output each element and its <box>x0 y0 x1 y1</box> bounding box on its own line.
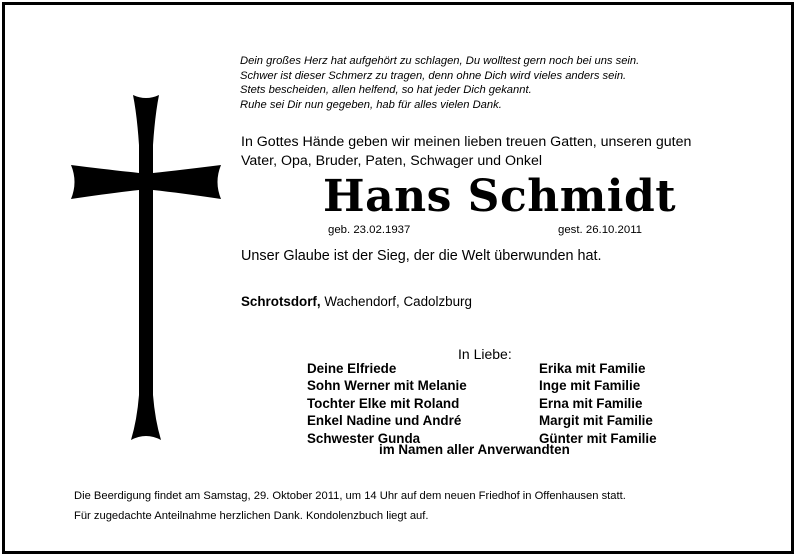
mourners-heading: In Liebe: <box>458 346 512 362</box>
funeral-info <box>74 487 626 526</box>
faith-motto: Unser Glaube ist der Sieg, der die Welt überwunden hat. <box>241 248 602 264</box>
footer-line: Die Beerdigung findet am Samstag, 29. Oktober 2011, um 14 Uhr auf dem neuen Friedhof in Offenhausen statt. <box>74 490 626 502</box>
poem-line: Stets bescheiden, allen helfend, so hat jeder Dich gekannt. <box>240 84 532 97</box>
poem-line: Ruhe sei Dir nun gegeben, hab für alles vielen Dank. <box>240 98 502 111</box>
intro-line: Vater, Opa, Bruder, Paten, Schwager und Onkel <box>241 153 543 169</box>
obituary-notice <box>2 2 794 554</box>
death-date: gest. 26.10.2011 <box>558 224 643 236</box>
mourner-name: Tochter Elke mit Roland <box>307 395 460 411</box>
memorial-poem <box>240 54 760 112</box>
poem-line: Dein großes Herz hat aufgehört zu schlagen, Du wolltest gern noch bei uns sein. <box>240 55 640 67</box>
poem-line: Schwer ist dieser Schmerz zu tragen, denn ohne Dich wird vieles anders sein. <box>240 69 627 82</box>
mourner-name: Erna mit Familie <box>539 395 643 411</box>
mourners-left-column <box>307 360 467 447</box>
mourner-name: Schwester Gunda <box>307 430 421 446</box>
mourner-name: Inge mit Familie <box>539 378 641 394</box>
places-line <box>241 294 472 309</box>
deceased-name: Hans Schmidt <box>323 171 677 222</box>
intro-line: In Gottes Hände geben wir meinen lieben treuen Gatten, unseren guten <box>241 134 692 150</box>
mourners-closing: im Namen aller Anverwandten <box>379 442 570 457</box>
mourner-name: Margit mit Familie <box>539 413 653 429</box>
birth-date: geb. 23.02.1937 <box>328 224 411 236</box>
mourner-name: Enkel Nadine und André <box>307 413 462 429</box>
cross-icon <box>71 95 221 440</box>
mourner-name: Erika mit Familie <box>539 361 646 376</box>
mourner-name: Günter mit Familie <box>539 430 657 446</box>
main-place: Schrotsdorf, <box>241 294 321 309</box>
intro-text <box>241 133 761 171</box>
footer-line: Für zugedachte Anteilnahme herzlichen Dank. Kondolenzbuch liegt auf. <box>74 509 429 522</box>
mourners-right-column <box>539 360 657 447</box>
mourner-name: Deine Elfriede <box>307 361 397 376</box>
other-places: Wachendorf, Cadolzburg <box>320 294 472 309</box>
mourner-name: Sohn Werner mit Melanie <box>307 378 467 394</box>
